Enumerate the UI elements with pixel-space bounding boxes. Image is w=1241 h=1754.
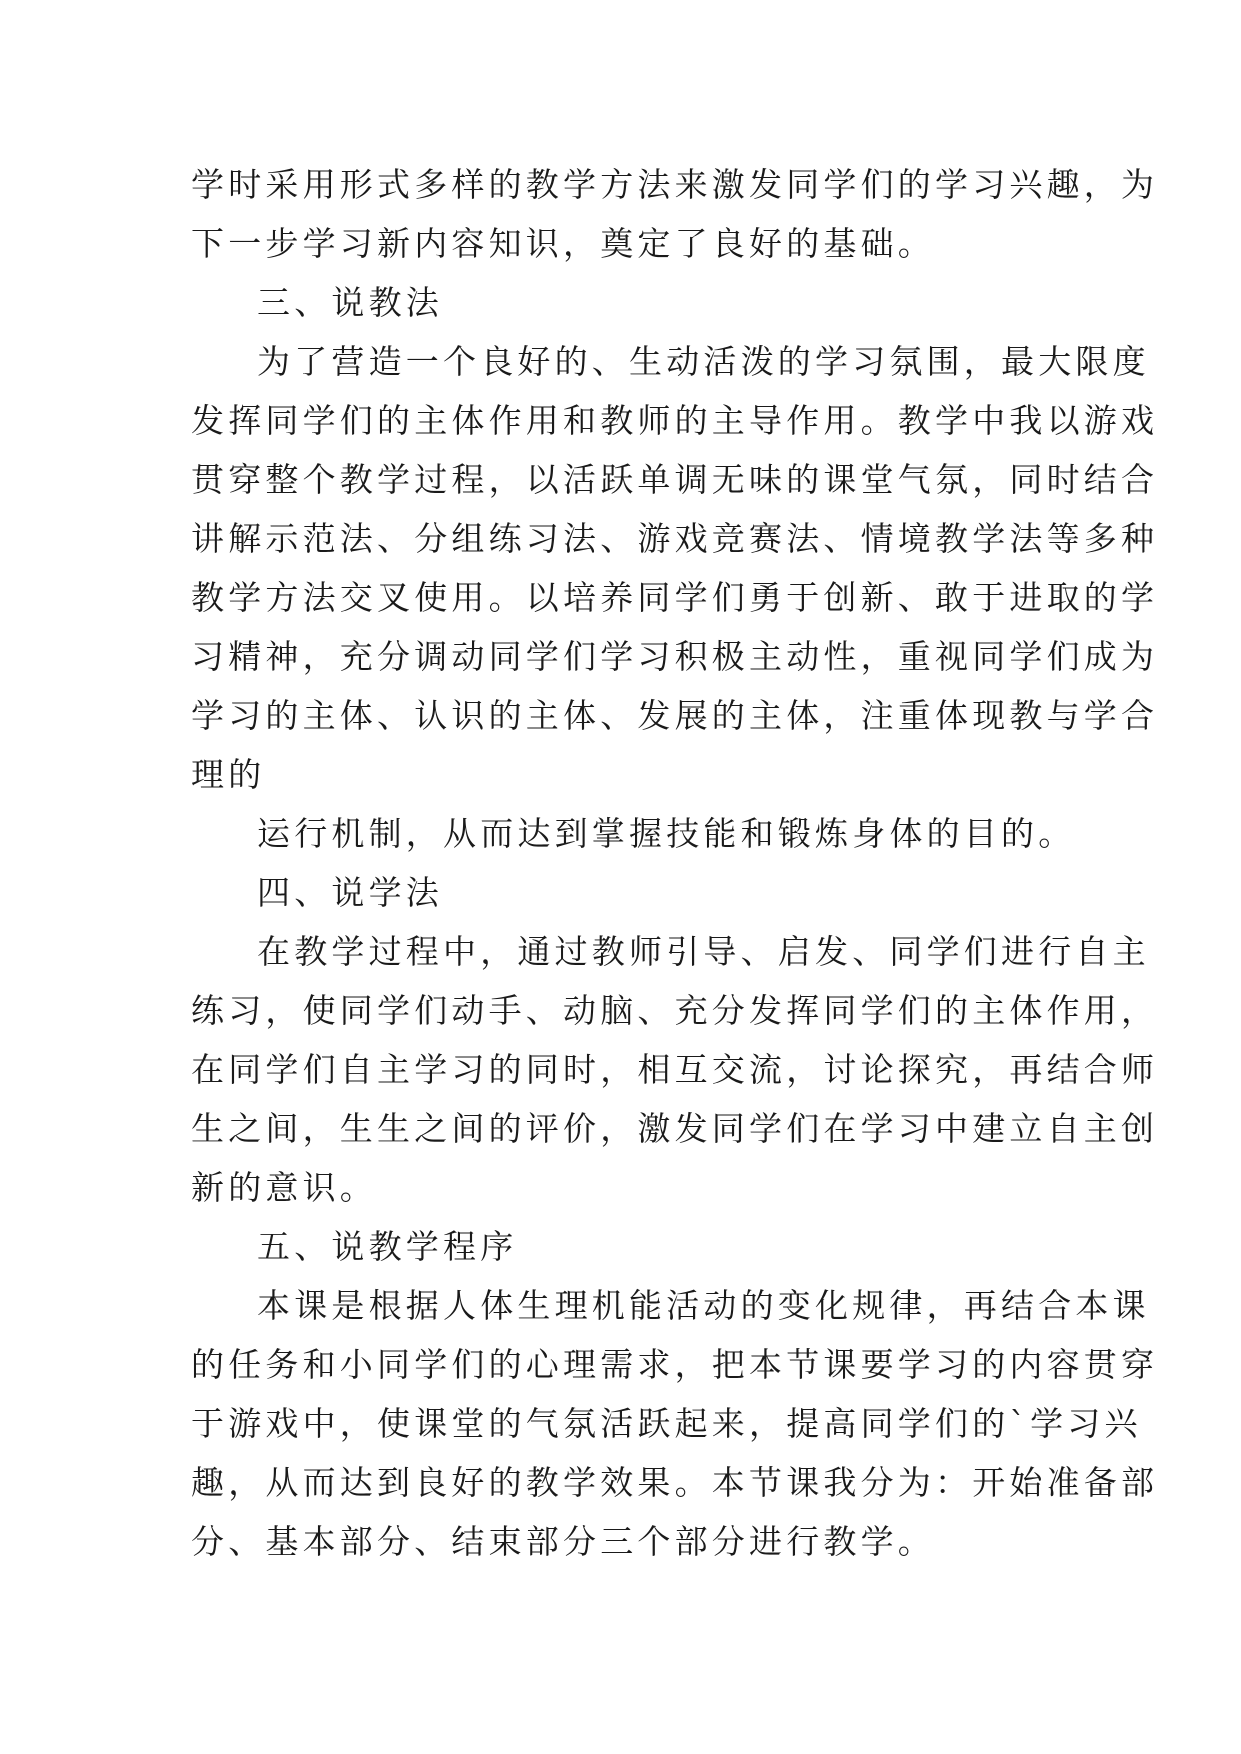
- document-body: [191, 155, 1159, 1571]
- paragraph-line: 新的意识。: [191, 1168, 377, 1207]
- paragraph-line: 练习，使同学们动手、动脑、充分发挥同学们的主体作用，: [191, 991, 1159, 1030]
- paragraph-line: 理的: [191, 755, 266, 794]
- paragraph-line: 教学方法交叉使用。以培养同学们勇于创新、敢于进取的学: [191, 578, 1159, 617]
- paragraph-line: 分、基本部分、结束部分三个部分进行教学。: [191, 1522, 935, 1561]
- paragraph-line: 在教学过程中，通过教师引导、启发、同学们进行自主: [257, 932, 1150, 971]
- paragraph-line: 在同学们自主学习的同时，相互交流，讨论探究，再结合师: [191, 1050, 1159, 1089]
- paragraph-line: 趣，从而达到良好的教学效果。本节课我分为：开始准备部: [191, 1463, 1159, 1502]
- paragraph-line: 生之间，生生之间的评价，激发同学们在学习中建立自主创: [191, 1109, 1159, 1148]
- section-heading: 三、说教法: [257, 283, 443, 322]
- paragraph-line: 学时采用形式多样的教学方法来激发同学们的学习兴趣，为: [191, 165, 1159, 204]
- paragraph-line: 为了营造一个良好的、生动活泼的学习氛围，最大限度: [257, 342, 1150, 381]
- paragraph-line: 学习的主体、认识的主体、发展的主体，注重体现教与学合: [191, 696, 1159, 735]
- paragraph-line: 习精神，充分调动同学们学习积极主动性，重视同学们成为: [191, 637, 1159, 676]
- paragraph-line: 讲解示范法、分组练习法、游戏竞赛法、情境教学法等多种: [191, 519, 1159, 558]
- paragraph-line: 于游戏中，使课堂的气氛活跃起来，提高同学们的`学习兴: [191, 1404, 1142, 1443]
- paragraph-line: 发挥同学们的主体作用和教师的主导作用。教学中我以游戏: [191, 401, 1159, 440]
- section-heading: 四、说学法: [257, 873, 443, 912]
- section-heading: 五、说教学程序: [257, 1227, 518, 1266]
- paragraph-line: 本课是根据人体生理机能活动的变化规律，再结合本课: [257, 1286, 1150, 1325]
- paragraph-line: 贯穿整个教学过程，以活跃单调无味的课堂气氛，同时结合: [191, 460, 1159, 499]
- paragraph-line: 下一步学习新内容知识，奠定了良好的基础。: [191, 224, 935, 263]
- paragraph-line: 运行机制，从而达到掌握技能和锻炼身体的目的。: [257, 814, 1076, 853]
- paragraph-line: 的任务和小同学们的心理需求，把本节课要学习的内容贯穿: [191, 1345, 1159, 1384]
